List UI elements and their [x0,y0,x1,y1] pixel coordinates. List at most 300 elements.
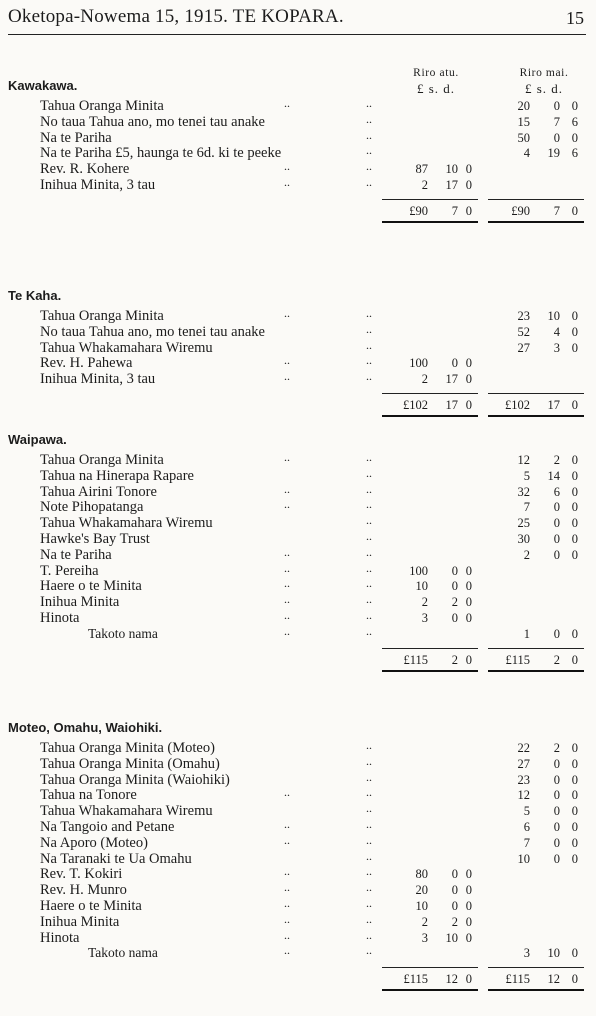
ledger-row [0,787,596,803]
atu-pounds: 87 [415,162,428,177]
ledger-row [0,452,596,468]
mai-pounds: 7 [523,835,530,850]
mai-pence: 6 [571,146,578,161]
ledger-row [0,769,596,788]
atu-shillings: 12 [445,972,458,987]
atu-shillings: 0 [451,356,458,371]
mai-shillings: 0 [553,500,560,515]
mai-shillings: 19 [547,146,560,161]
leader-dots: .. [366,337,372,352]
column-header-riro-mai [496,66,592,96]
mai-pence: 0 [571,453,578,467]
row-label: Takoto nama [88,945,158,961]
mai-shillings: 0 [553,835,560,850]
mai-pence: 0 [571,547,578,562]
page-title: Oketopa-Nowema 15, 1915. TE KOPARA. [8,6,344,27]
atu-pence: 0 [465,579,472,594]
leader-dots: .. [366,450,372,464]
atu-pounds: £90 [409,203,428,218]
row-label: Na te Pariha [40,129,112,146]
row-label: Na Aporo (Moteo) [40,834,148,851]
atu-shillings: 17 [445,178,458,192]
mai-pence: 0 [571,324,578,339]
mai-pounds: £115 [505,652,530,667]
mai-shillings: 3 [553,340,560,355]
mai-shillings: 0 [553,804,560,819]
mai-pence: 0 [571,788,578,803]
leader-dots: .. [284,560,290,575]
mai-pence: 0 [571,972,578,987]
ledger-row [0,560,596,579]
ledger-row [0,531,596,547]
ledger-row [0,465,596,484]
leader-dots: .. [284,927,290,942]
ledger-row [0,337,596,356]
row-label: Hinota [40,929,80,946]
mai-pence: 0 [571,309,578,323]
mai-pounds: 3 [523,946,530,961]
leader-dots: .. [366,159,372,174]
ledger-row [0,848,596,867]
leader-dots: .. [284,785,290,800]
ledger-row [0,127,596,146]
row-label: Tahua Whakamahara Wiremu [40,803,213,820]
leader-dots: .. [366,529,372,543]
row-label: Tahua na Hinerapa Rapare [40,467,194,484]
leader-dots: .. [366,544,372,559]
atu-shillings: 0 [451,563,458,578]
mai-shillings: 0 [553,626,560,641]
atu-pence: 0 [465,867,472,882]
total-row [0,203,596,219]
leader-dots: .. [284,608,290,622]
page-number: 15 [566,8,584,28]
mai-pounds: 20 [517,99,530,113]
ledger-row [0,753,596,772]
leader-dots: .. [366,592,372,607]
leader-dots: .. [284,943,290,958]
mai-pounds: 27 [517,756,530,771]
ledger-row [0,481,596,500]
row-label: Tahua Oranga Minita (Waiohiki) [40,771,230,788]
row-label: Rev. H. Pahewa [40,355,133,372]
atu-pence: 0 [465,372,472,387]
mai-pounds: 23 [517,309,530,323]
mai-pence: 0 [571,626,578,641]
section-title: Moteo, Omahu, Waiohiki. [8,720,163,735]
atu-shillings: 10 [445,930,458,945]
leader-dots: .. [366,513,372,528]
atu-pence: 0 [465,972,472,987]
section-title: Waipawa. [8,432,67,447]
section-title: Kawakawa. [8,78,78,93]
mai-pounds: 15 [517,114,530,129]
row-label: Na te Pariha £5, haunga te 6d. ki te peeke [40,145,282,162]
atu-pence: 0 [465,883,472,898]
ledger-row [0,898,596,914]
mai-pounds: 6 [523,820,530,834]
row-label: Na Taranaki te Ua Omahu [40,850,192,867]
total-rule-atu [382,670,478,672]
leader-dots: .. [284,353,290,368]
atu-pounds: 100 [409,356,428,371]
column-units: £ s. d. [524,81,564,96]
leader-dots: .. [366,127,372,142]
mai-pence: 0 [571,835,578,850]
leader-dots: .. [284,481,290,496]
leader-dots: .. [284,159,290,174]
leader-dots: .. [366,175,372,189]
leader-dots: .. [366,623,372,638]
ledger-row [0,578,596,594]
subtotal-rule-atu [382,393,478,394]
ledger-row [0,819,596,835]
atu-pence: 0 [465,930,472,945]
mai-shillings: 0 [553,756,560,771]
atu-shillings: 2 [451,914,458,929]
mai-pounds: 5 [523,468,530,483]
leader-dots: .. [366,785,372,800]
column-units: £ s. d. [416,81,456,96]
atu-shillings: 0 [451,867,458,882]
mai-pence: 0 [571,820,578,834]
atu-pounds: 2 [421,914,428,929]
ledger-row [0,911,596,930]
total-rule-mai [488,221,584,223]
leader-dots: .. [366,481,372,496]
row-label: Tahua Oranga Minita [40,452,164,468]
mai-pounds: 32 [517,484,530,499]
column-header-riro-atu [386,66,486,96]
leader-dots: .. [366,911,372,926]
row-label: Inihua Minita [40,913,120,930]
mai-pence: 0 [571,398,578,412]
atu-pounds: 80 [415,867,428,882]
mai-pounds: 27 [517,340,530,355]
mai-shillings: 12 [547,972,560,987]
ledger-row [0,945,596,961]
row-label: Rev. R. Kohere [40,161,130,178]
mai-pence: 0 [571,130,578,145]
total-rule-mai [488,415,584,417]
total-rule-atu [382,221,478,223]
leader-dots: .. [284,880,290,895]
leader-dots: .. [284,864,290,879]
total-row [0,652,596,668]
mai-pence: 0 [571,484,578,499]
leader-dots: .. [284,911,290,926]
leader-dots: .. [284,306,290,320]
ledger-row [0,499,596,515]
atu-shillings: 0 [451,579,458,594]
mai-pence: 0 [571,203,578,218]
leader-dots: .. [366,864,372,879]
mai-pounds: £115 [505,972,530,987]
atu-pence: 0 [465,563,472,578]
atu-shillings: 0 [451,611,458,625]
ledger-row [0,623,596,642]
ledger-row [0,355,596,371]
leader-dots: .. [366,111,372,126]
atu-pounds: 2 [421,178,428,192]
subtotal-rule-mai [488,967,584,968]
leader-dots: .. [284,896,290,910]
mai-pounds: £102 [505,398,530,412]
row-label: Tahua Oranga Minita (Moteo) [40,740,215,756]
row-label: No taua Tahua ano, mo tenei tau anake [40,113,265,130]
atu-shillings: 0 [451,883,458,898]
leader-dots: .. [366,321,372,336]
leader-dots: .. [284,497,290,512]
mai-shillings: 0 [553,532,560,546]
row-label: Tahua Oranga Minita (Omahu) [40,755,220,772]
total-rule-atu [382,415,478,417]
leader-dots: .. [366,927,372,942]
total-row [0,971,596,987]
ledger-row [0,882,596,898]
leader-dots: .. [366,143,372,158]
mai-pounds: 30 [517,532,530,546]
atu-pence: 0 [465,203,472,218]
leader-dots: .. [284,623,290,638]
atu-pence: 0 [465,611,472,625]
leader-dots: .. [366,943,372,958]
mai-pounds: 22 [517,741,530,755]
ledger-row [0,594,596,610]
mai-shillings: 0 [553,788,560,803]
subtotal-rule-atu [382,648,478,649]
ledger-row [0,832,596,851]
row-label: Rev. H. Munro [40,882,127,899]
atu-pounds: £115 [403,972,428,987]
atu-shillings: 17 [445,398,458,412]
mai-pounds: 50 [517,130,530,145]
mai-shillings: 2 [553,652,560,667]
mai-pence: 0 [571,804,578,819]
row-label: Inihua Minita, 3 tau [40,371,156,388]
mai-pence: 0 [571,500,578,515]
mai-shillings: 0 [553,99,560,113]
leader-dots: .. [284,175,290,189]
column-label: Riro atu. [413,67,459,79]
leader-dots: .. [284,369,290,384]
leader-dots: .. [366,848,372,863]
leader-dots: .. [366,497,372,512]
row-label: No taua Tahua ano, mo tenei tau anake [40,323,265,340]
atu-pence: 0 [465,398,472,412]
atu-pounds: 10 [415,579,428,594]
mai-pence: 0 [571,851,578,866]
mai-shillings: 0 [553,820,560,834]
total-rule-mai [488,989,584,991]
mai-pounds: 10 [517,851,530,866]
atu-pounds: 2 [421,372,428,387]
total-row [0,397,596,413]
atu-pounds: £115 [403,652,428,667]
row-label: Tahua Oranga Minita [40,308,164,324]
mai-shillings: 10 [547,946,560,961]
atu-shillings: 7 [451,203,458,218]
ledger-row [0,515,596,531]
atu-pence: 0 [465,178,472,192]
ledger-row [0,321,596,340]
leader-dots: .. [366,880,372,895]
row-label: Na te Pariha [40,546,112,563]
atu-pounds: 100 [409,563,428,578]
subtotal-rule-mai [488,648,584,649]
mai-pence: 0 [571,516,578,531]
atu-pence: 0 [465,595,472,610]
mai-pence: 0 [571,468,578,483]
leader-dots: .. [366,576,372,591]
mai-pence: 0 [571,741,578,755]
row-label: Haere o te Minita [40,578,142,595]
mai-pounds: 4 [523,146,530,161]
mai-shillings: 14 [547,468,560,483]
subtotal-rule-atu [382,199,478,200]
ledger-row [0,308,596,324]
ledger-row [0,98,596,114]
leader-dots: .. [366,608,372,622]
leader-dots: .. [366,801,372,816]
atu-pence: 0 [465,899,472,913]
row-label: Note Pihopatanga [40,499,144,516]
mai-shillings: 0 [553,772,560,787]
row-label: Haere o te Minita [40,898,142,914]
leader-dots: .. [366,832,372,847]
row-label: Tahua Oranga Minita [40,98,164,114]
atu-pence: 0 [465,162,472,177]
ledger-row [0,161,596,177]
mai-pounds: 1 [523,626,530,641]
row-label: Tahua na Tonore [40,787,137,804]
row-label: Inihua Minita, 3 tau [40,177,156,193]
mai-shillings: 7 [553,114,560,129]
mai-pounds: 23 [517,772,530,787]
section-title: Te Kaha. [8,288,62,303]
mai-pence: 0 [571,946,578,961]
mai-pence: 0 [571,772,578,787]
mai-pounds: 12 [517,788,530,803]
mai-shillings: 0 [553,130,560,145]
row-label: Tahua Airini Tonore [40,483,157,500]
row-label: Rev. T. Kokiri [40,866,123,883]
row-label: Tahua Whakamahara Wiremu [40,515,213,532]
leader-dots: .. [284,544,290,559]
atu-shillings: 17 [445,372,458,387]
leader-dots: .. [366,817,372,831]
mai-shillings: 7 [553,203,560,218]
atu-pounds: 3 [421,930,428,945]
row-label: Hinota [40,610,80,626]
mai-pounds: 5 [523,804,530,819]
mai-shillings: 10 [547,309,560,323]
atu-pence: 0 [465,652,472,667]
mai-pounds: £90 [511,203,530,218]
mai-shillings: 6 [553,484,560,499]
mai-pounds: 25 [517,516,530,531]
atu-pounds: 20 [415,883,428,898]
leader-dots: .. [366,369,372,384]
mai-pounds: 52 [517,324,530,339]
subtotal-rule-mai [488,199,584,200]
atu-shillings: 2 [451,595,458,610]
ledger-row [0,145,596,161]
mai-shillings: 0 [553,516,560,531]
atu-pence: 0 [465,914,472,929]
mai-pounds: 12 [517,453,530,467]
ledger-row [0,177,596,193]
page-header [8,6,586,35]
ledger-row [0,111,596,130]
mai-pence: 0 [571,532,578,546]
mai-pence: 0 [571,652,578,667]
mai-shillings: 2 [553,741,560,755]
ledger-row [0,740,596,756]
atu-shillings: 10 [445,162,458,177]
leader-dots: .. [366,753,372,768]
leader-dots: .. [284,450,290,464]
ledger-row [0,371,596,387]
leader-dots: .. [366,353,372,368]
mai-shillings: 2 [553,453,560,467]
atu-pounds: 10 [415,899,428,913]
atu-pence: 0 [465,356,472,371]
atu-shillings: 2 [451,652,458,667]
leader-dots: .. [366,306,372,320]
ledger-row [0,610,596,626]
ledger-row [0,927,596,946]
subtotal-rule-mai [488,393,584,394]
mai-shillings: 0 [553,851,560,866]
leader-dots: .. [284,832,290,847]
ledger-row [0,866,596,882]
atu-pounds: 2 [421,595,428,610]
total-rule-atu [382,989,478,991]
row-label: Takoto nama [88,625,158,641]
leader-dots: .. [284,817,290,831]
mai-shillings: 17 [547,398,560,412]
atu-shillings: 0 [451,899,458,913]
leader-dots: .. [366,465,372,480]
mai-pounds: 7 [523,500,530,515]
column-label: Riro mai. [519,67,569,79]
atu-pounds: 3 [421,611,428,625]
leader-dots: .. [366,96,372,110]
mai-shillings: 0 [553,547,560,562]
leader-dots: .. [366,738,372,752]
mai-pence: 0 [571,756,578,771]
subtotal-rule-atu [382,967,478,968]
row-label: Hawke's Bay Trust [40,531,150,547]
total-rule-mai [488,670,584,672]
ledger-row [0,803,596,819]
mai-pence: 6 [571,114,578,129]
mai-pounds: 2 [523,547,530,562]
row-label: Tahua Whakamahara Wiremu [40,339,213,356]
row-label: Inihua Minita [40,594,120,611]
mai-pence: 0 [571,99,578,113]
leader-dots: .. [366,560,372,575]
leader-dots: .. [366,769,372,784]
ledger-row [0,544,596,563]
mai-pence: 0 [571,340,578,355]
row-label: T. Pereiha [40,562,99,579]
atu-pounds: £102 [403,398,428,412]
leader-dots: .. [284,576,290,591]
leader-dots: .. [284,96,290,110]
mai-shillings: 4 [553,324,560,339]
